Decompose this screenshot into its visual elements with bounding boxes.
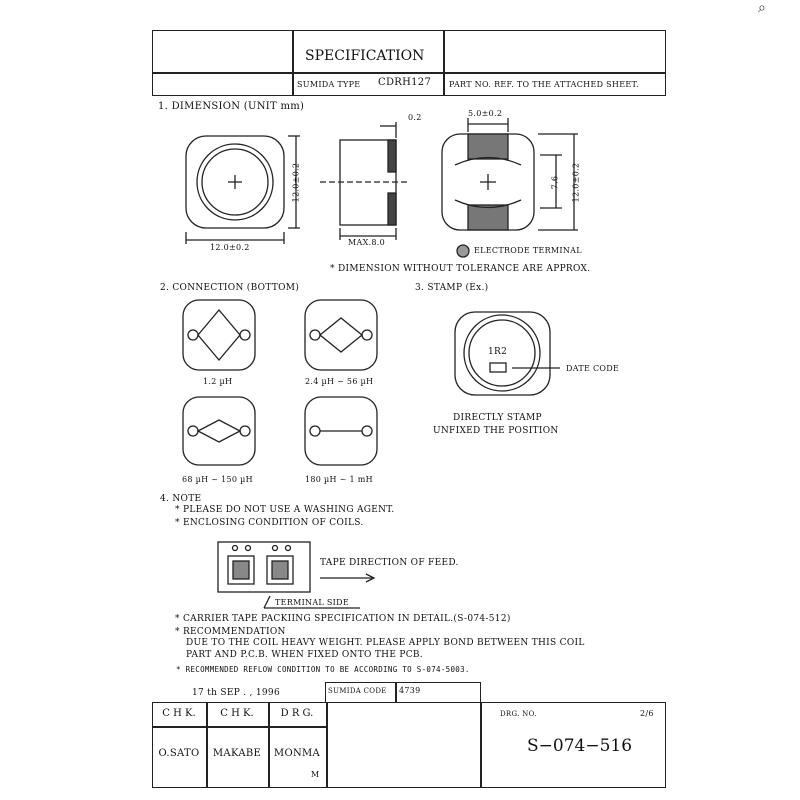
connection-label: 180 µH ~ 1 mH [305, 475, 373, 484]
recommendation: * RECOMMENDATION [175, 627, 286, 637]
stamp-heading: 3. STAMP (Ex.) [415, 283, 489, 293]
front-width-dim: 12.0±0.2 [210, 243, 250, 252]
note-line: * PLEASE DO NOT USE A WASHING AGENT. [175, 505, 395, 515]
chk-header: C H K. [162, 708, 196, 719]
connection-label: 2.4 µH ~ 56 µH [305, 377, 374, 386]
part-no: PART NO. REF. TO THE ATTACHED SHEET. [449, 80, 639, 89]
recommendation-line: PART AND P.C.B. WHEN FIXED ONTO THE PCB. [186, 650, 423, 660]
carrier-note: * CARRIER TAPE PACKIING SPECIFICATION IN DETAIL.(S-074-512) [175, 614, 511, 624]
stamp-drawing [455, 312, 560, 395]
drawing-number: S−074−516 [527, 736, 633, 756]
connection-label: 68 µH ~ 150 µH [182, 475, 253, 484]
reflow-note: * RECOMMENDED REFLOW CONDITION TO BE ACCORDING TO S-074-5003. [176, 665, 470, 674]
page-title: SPECIFICATION [305, 48, 425, 64]
front-height-dim: 12.0±0.2 [291, 162, 301, 203]
type-label: SUMIDA TYPE [297, 80, 361, 89]
note-heading: 4. NOTE [160, 494, 202, 504]
stamp-line1: DIRECTLY STAMP [453, 413, 542, 423]
issue-date: 17 th SEP . , 1996 [192, 688, 280, 698]
checker-name: MAKABE [212, 748, 262, 759]
stamp-line2: UNFIXED THE POSITION [433, 426, 559, 436]
dimension-heading: 1. DIMENSION (UNIT mm) [158, 101, 305, 112]
note-line: * ENCLOSING CONDITION OF COILS. [175, 518, 364, 528]
side-height-dim: MAX.8.0 [348, 238, 386, 247]
zoom-icon[interactable]: ⌕ [758, 0, 766, 16]
stamp-marking: 1R2 [488, 347, 508, 357]
bottom-inner-dim: 7.6 [550, 175, 560, 190]
drg-no-label: DRG. NO. [500, 710, 537, 718]
bottom-height-dim: 12.0±0.2 [571, 162, 581, 203]
connection-label: 1.2 µH [203, 377, 233, 386]
electrode-legend: ELECTRODE TERMINAL [474, 246, 582, 255]
sumida-code-label: SUMIDA CODE [328, 687, 387, 695]
terminal-side: TERMINAL SIDE [275, 598, 349, 607]
front-view-drawing [186, 136, 300, 244]
tape-direction: TAPE DIRECTION OF FEED. [320, 558, 459, 568]
recommendation-line: DUE TO THE COIL HEAVY WEIGHT. PLEASE APPLY BOND BETWEEN THIS COIL [186, 638, 585, 648]
chk-header: C H K. [220, 708, 254, 719]
type-value: CDRH127 [378, 77, 432, 88]
drg-header: D R G. [280, 708, 314, 719]
dimension-note: * DIMENSION WITHOUT TOLERANCE ARE APPROX. [330, 264, 591, 274]
sumida-code-value: 4739 [399, 686, 421, 695]
side-view-drawing [320, 122, 410, 240]
checker-name: O.SATO [158, 748, 200, 759]
bottom-top-dim: 5.0±0.2 [468, 109, 503, 118]
connection-heading: 2. CONNECTION (BOTTOM) [160, 283, 300, 293]
drafter-suffix: M [311, 770, 320, 779]
date-code-label: DATE CODE [566, 364, 620, 373]
page-number: 2/6 [640, 709, 654, 718]
side-gap-dim: 0.2 [408, 113, 422, 122]
drafter-name: MONMA [273, 748, 321, 759]
